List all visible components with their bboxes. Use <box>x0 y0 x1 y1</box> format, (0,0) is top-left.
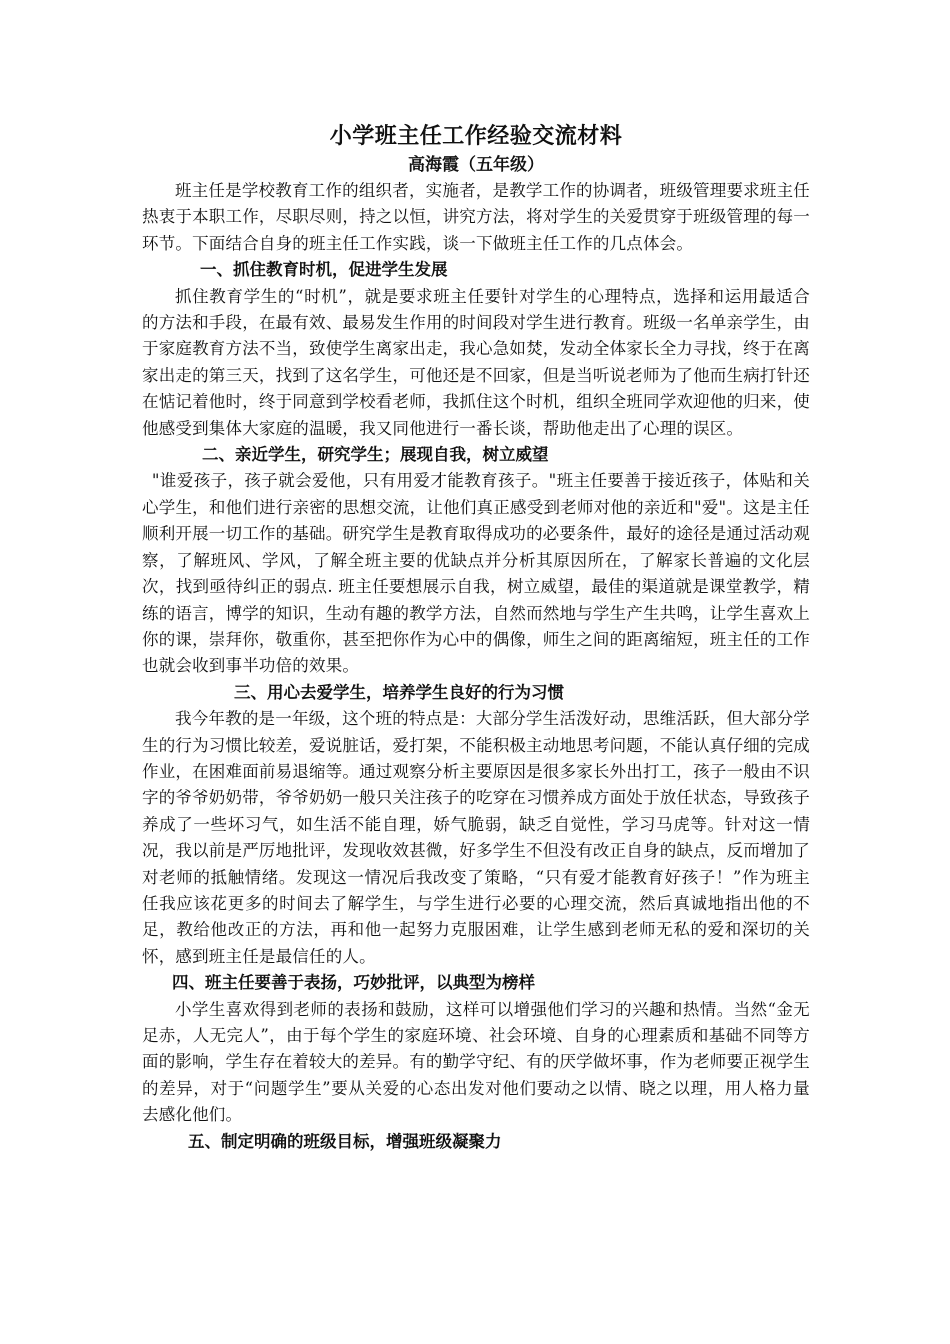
document-title: 小学班主任工作经验交流材料 <box>329 123 623 149</box>
section-heading-3: 三、用心去爱学生，培养学生良好的行为习惯 <box>234 682 564 702</box>
section-heading-4: 四、班主任要善于表扬，巧妙批评，以典型为榜样 <box>172 973 535 993</box>
section-heading-1: 一、抓住教育时机，促进学生发展 <box>200 260 448 280</box>
section-heading-2: 二、亲近学生，研究学生；展现自我，树立威望 <box>202 445 549 465</box>
section-body-3: 我今年教的是一年级，这个班的特点是：大部分学生活泼好动，思维活跃，但大部分学生的行为习惯比较差，爱说脏话，爱打架，不能积极主动地思考问题，不能认真仔细的完成作业，在困难面前易退缩等。通过观察分析主要原因是很多家长外出打工，孩子一般由不识字的爷爷奶奶带，爷爷奶奶一般只关注孩子的吃穿在习惯养成方面处于放任状态，导致孩子养成了一些坏习气，如生活不能自理，娇气脆弱，缺乏自觉性，学习马虎等。针对这一情况，我以前是严厉地批评，发现收效甚微，好多学生不但没有改正自身的缺点，反而增加了对老师的抵触情绪。发现这一情况后我改变了策略，“只有爱才能教育好孩子！”作为班主任我应该花更多的时间去了解学生，与学生进行必要的心理交流，然后真诚地指出他的不足，教给他改正的方法，再和他一起努力克服困难，让学生感到老师无私的爱和深切的关怀，感到班主任是最信任的人。 <box>142 709 810 966</box>
intro-paragraph: 班主任是学校教育工作的组织者，实施者，是教学工作的协调者，班级管理要求班主任热衷于本职工作，尽职尽则，持之以恒，讲究方法，将对学生的关爱贯穿于班级管理的每一环节。下面结合自身的班主任工作实践，谈一下做班主任工作的几点体会。 <box>142 181 810 253</box>
section-body-4: 小学生喜欢得到老师的表扬和鼓励，这样可以增强他们学习的兴趣和热情。当然“金无足赤，人无完人”，由于每个学生的家庭环境、社会环境、自身的心理素质和基础不同等方面的影响，学生存在着较大的差异。有的勤学守纪、有的厌学做坏事，作为老师要正视学生的差异，对于“问题学生”要从关爱的心态出发对他们要动之以情、晓之以理，用人格力量去感化他们。 <box>142 999 810 1125</box>
document-author: 高海霞（五年级） <box>408 155 544 175</box>
document-page <box>142 120 810 1155</box>
section-heading-5: 五、制定明确的班级目标，增强班级凝聚力 <box>188 1131 502 1151</box>
section-body-2: "谁爱孩子，孩子就会爱他，只有用爱才能教育孩子。"班主任要善于接近孩子，体贴和关心学生，和他们进行亲密的思想交流，让他们真正感受到老师对他的亲近和"爱"。这是主任顺利开展一切工作的基础。研究学生是教育取得成功的必要条件，最好的途径是通过活动观察，了解班风、学风，了解全班主要的优缺点并分析其原因所在，了解家长普遍的文化层次，找到亟待纠正的弱点. 班主任要想展示自我，树立威望，最佳的渠道就是课堂教学，精练的语言，博学的知识，生动有趣的教学方法，自然而然地与学生产生共鸣，让学生喜欢上你的课，崇拜你，敬重你，甚至把你作为心中的偶像，师生之间的距离缩短，班主任的工作也就会收到事半功倍的效果。 <box>142 471 810 676</box>
section-body-1: 抓住教育学生的“时机”，就是要求班主任要针对学生的心理特点，选择和运用最适合的方法和手段，在最有效、最易发生作用的时间段对学生进行教育。班级一名单亲学生，由于家庭教育方法不当，致使学生离家出走，我心急如焚，发动全体家长全力寻找，终于在离家出走的第三天，找到了这名学生，可他还是不回家，但是当听说老师为了他而生病打针还在惦记着他时，终于同意到学校看老师，我抓住这个时机，组织全班同学欢迎他的归来，使他感受到集体大家庭的温暖，我又同他进行一番长谈，帮助他走出了心理的误区。 <box>142 286 810 438</box>
